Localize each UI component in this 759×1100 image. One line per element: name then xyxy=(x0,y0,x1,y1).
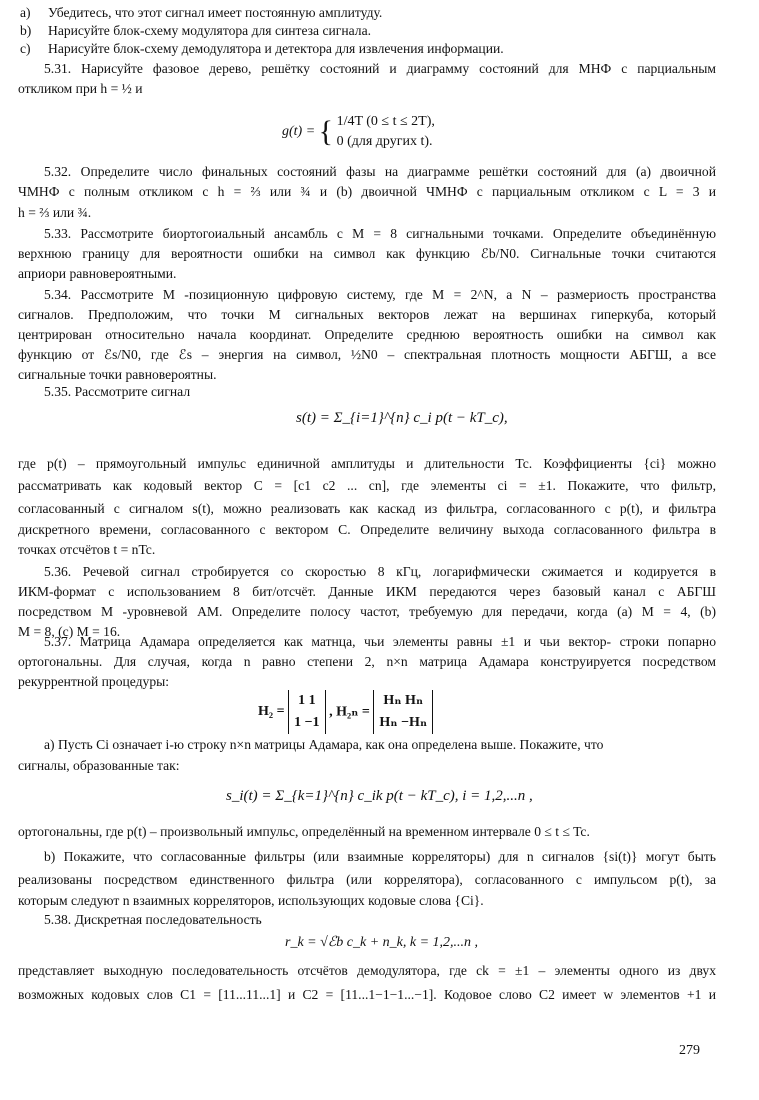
p537-b-line1: b) Покажите, что согласованные фильтры (или взаимные корреляторы) для n сигналов {si(t)} могут быть xyxy=(44,849,716,864)
p533-line2: верхнюю границу для вероятности ошибки на символ как функцию ℰb/N0. Сигнальные точки считаются xyxy=(18,246,716,261)
matrix-h2: 1 1 1 −1 xyxy=(288,690,325,734)
matrix-h2n: Hₙ Hₙ Hₙ −Hₙ xyxy=(373,690,433,734)
p534-line5: сигнальные точки равновероятны. xyxy=(18,367,217,382)
p536-line1: 5.36. Речевой сигнал стробируется со скоростью 8 кГц, логарифмически сжимается и кодируется в xyxy=(44,564,716,579)
p538-line2: представляет выходную последовательность отсчётов демодулятора, где ck = ±1 – элементы одного из двух xyxy=(18,963,716,978)
p537-b-line2: реализованы посредством единственного фильтра (или коррелятора), согласованного с импульсом p(t), за xyxy=(18,872,716,887)
p534-line3: центрирован относительно начала координат. Определите среднюю вероятность ошибки на символ как xyxy=(18,327,716,342)
p531-line2: откликом при h = ½ и xyxy=(18,81,143,96)
p535-line1: 5.35. Рассмотрите сигнал xyxy=(44,384,191,399)
p533-line1: 5.33. Рассмотрите биортогоиальный ансамбль с M = 8 сигнальными точками. Определите объединённую xyxy=(44,226,716,241)
p534-line2: сигналов. Предположим, что точки M сигнальных векторов лежат на вершинах гиперкуба, который xyxy=(18,307,716,322)
p535-line5: дискретного времени, согласованного с вектором C. Определите величину выхода согласованного фильтра в xyxy=(18,522,716,537)
item-c: c) Нарисуйте блок-схему демодулятора и детектора для извлечения информации. xyxy=(20,41,504,56)
p536-line2: ИКМ-формат с использованием 8 бит/отсчёт. Данные ИКМ передаются через базовый канал с АБГШ xyxy=(18,584,716,599)
p537-b-line3: которым следуют n взаимных корреляторов, использующих кодовые слова {Ci}. xyxy=(18,893,484,908)
p537-a-line3: ортогональны, где p(t) – произвольный импульс, определённый на временном интервале 0 ≤ t ≤ Tc. xyxy=(18,824,590,839)
p537-a-line2: сигналы, образованные так: xyxy=(18,758,180,773)
p538-equation: r_k = √ℰb c_k + n_k, k = 1,2,...n , xyxy=(285,935,479,950)
p536-line3: посредством M -уровневой АМ. Определите полосу частот, требуемую для передачи, когда (а) M = 4, (b) xyxy=(18,604,716,619)
p534-line1: 5.34. Рассмотрите M -позиционную цифровую систему, где M = 2^N, а N – размериость пространства xyxy=(44,287,716,302)
item-a: a) Убедитесь, что этот сигнал имеет постоянную амплитуду. xyxy=(20,5,383,20)
item-b: b) Нарисуйте блок-схему модулятора для синтеза сигнала. xyxy=(20,23,372,38)
p532-line2: ЧМНФ с полным откликом с h = ⅔ или ¾ и (b) двоичной ЧМНФ с парциальным откликом с L = 3 и xyxy=(18,184,716,199)
p535-line4: согласованный с сигналом s(t), можно реализовать как каскад из фильтра, согласованного с p(t), и фильтра xyxy=(18,501,716,516)
p537-line3: рекуррентной процедуры: xyxy=(18,674,170,689)
p537-si-equation: s_i(t) = Σ_{k=1}^{n} c_ik p(t − kT_c), i = 1,2,...n , xyxy=(226,788,533,804)
p535-line2: где p(t) – прямоугольный импульс единичной амплитуды и длительности Tc. Коэффициенты {ci} можно xyxy=(18,456,716,471)
p532-line3: h = ⅔ или ¾. xyxy=(18,205,92,220)
p535-line3: рассматривать как кодовый вектор C = [c1 c2 ... cn], где элементы ci = ±1. Покажите, что фильтр, xyxy=(18,478,716,493)
p537-line1: 5.37. Матрица Адамара определяется как матнца, чьи элементы равны ±1 и чьи вектор- строки попарно xyxy=(44,634,716,649)
p534-line4: функцию от ℰs/N0, где ℰs – энергия на символ, ½N0 – спектральная плотность мощности АБГШ, а все xyxy=(18,347,716,362)
p532-line1: 5.32. Определите число финальных состояний фазы на диаграмме решётки состояний для (а) двоичной xyxy=(44,164,716,179)
p531-equation: g(t) = { 1/4T (0 ≤ t ≤ 2T), 0 (для других t). xyxy=(282,114,435,149)
p536-line4: M = 8, (c) M = 16. xyxy=(18,624,121,639)
hadamard-matrix-equation: H₂ = 1 1 1 −1 , H₂ₙ = Hₙ Hₙ Hₙ −Hₙ xyxy=(258,690,433,734)
p535-equation: s(t) = Σ_{i=1}^{n} c_i p(t − kT_c), xyxy=(296,410,508,426)
p537-a-line1: а) Пусть Ci означает i-ю строку n×n матрицы Адамара, как она определена выше. Покажите, что xyxy=(44,737,604,752)
page-number: 279 xyxy=(679,1043,700,1058)
p537-line2: ортогональны. Для случая, когда n равно степени 2, n×n матрица Адамара конструируется посредством xyxy=(18,654,716,669)
p533-line3: априори равновероятными. xyxy=(18,266,177,281)
p538-line1: 5.38. Дискретная последовательность xyxy=(44,912,262,927)
p531-line1: 5.31. Нарисуйте фазовое дерево, решётку состояний и диаграмму состояний для МНФ с парциальным xyxy=(44,61,716,76)
p538-line3: возможных кодовых слов C1 = [11...11...1] и C2 = [11...1−1−1...−1]. Кодовое слово C2 имеет w элементов +1 и xyxy=(18,987,716,1002)
p535-line6: точках отсчётов t = nTc. xyxy=(18,542,156,557)
